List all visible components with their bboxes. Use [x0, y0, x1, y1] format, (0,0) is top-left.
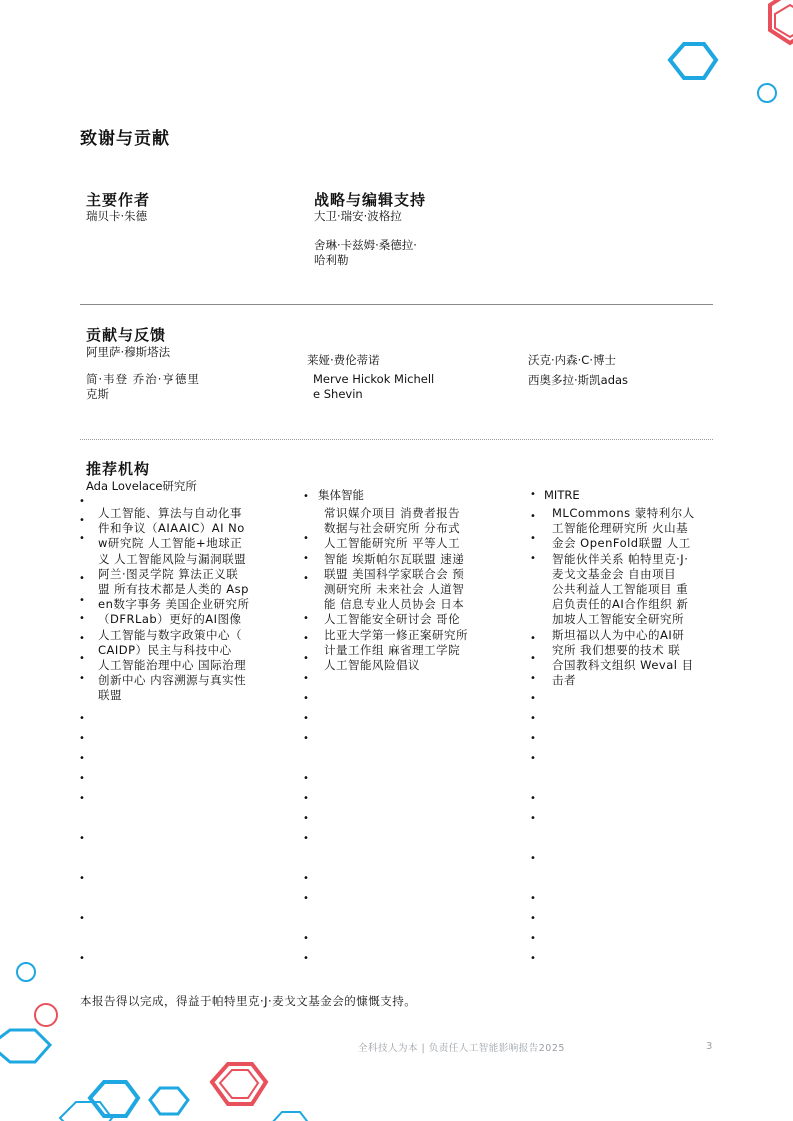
org-first: MITRE — [544, 488, 580, 502]
org-line: 常识媒介项目 消费者报告 — [324, 506, 461, 520]
org-line: 启负责任的AI合作组织 新 — [552, 597, 689, 612]
bullet-icon: • — [79, 533, 85, 544]
hexagon-blue-bottom-4 — [60, 1102, 112, 1121]
contributor-name: 莱娅·费伦蒂诺 — [307, 353, 380, 367]
bullet-icon: • — [79, 673, 85, 684]
org-list-col2 — [324, 506, 489, 673]
org-line: 联盟 — [98, 688, 122, 703]
bullet-icon: • — [303, 633, 309, 644]
org-line: 创新中心 内容溯源与真实性 — [98, 673, 247, 688]
org-line: 金会 OpenFold联盟 人工 — [552, 536, 691, 551]
bullet-icon: • — [303, 553, 309, 564]
bullet-icon: • — [79, 733, 85, 744]
section-divider — [80, 439, 713, 440]
circle-blue-left — [17, 963, 35, 981]
bullet-icon: • — [530, 793, 536, 804]
contributor-name: 西奥多拉·斯凯adas — [528, 373, 629, 387]
bullet-icon: • — [303, 813, 309, 824]
org-line: 盟 所有技术都是人类的 Asp — [98, 582, 249, 597]
bullet-icon: • — [530, 853, 536, 864]
bullet-icon: • — [79, 953, 85, 964]
org-line: 比亚大学第一修正案研究所 — [324, 627, 468, 642]
org-line: 计量工作组 麻省理工学院 — [324, 642, 461, 657]
bullet-icon: • — [530, 633, 536, 644]
hexagon-blue-bottom-5 — [270, 1112, 310, 1121]
contributor-name: 克斯 — [86, 387, 109, 401]
bullet-icon: • — [79, 773, 85, 784]
hexagon-blue-bottom-3 — [150, 1088, 188, 1114]
orgs-heading: 推荐机构 — [86, 460, 151, 478]
bullet-icon: • — [530, 913, 536, 924]
bullet-icon: • — [79, 633, 85, 644]
contributor-name: 简·韦登 乔治·亨德里 — [86, 372, 200, 386]
bullet-icon: • — [79, 496, 85, 507]
org-line: 合国教科文组织 Weval 目 — [552, 658, 694, 673]
org-line: 公共利益人工智能项目 重 — [552, 582, 689, 597]
bullet-icon: • — [79, 833, 85, 844]
bullet-icon: • — [303, 873, 309, 884]
page-title: 致谢与贡献 — [80, 129, 170, 149]
org-line: 测研究所 未来社会 人道智 — [324, 582, 465, 597]
bullet-icon: • — [303, 773, 309, 784]
org-line: 斯坦福以人为中心的AI研 — [552, 627, 685, 642]
org-line: 人工智能研究所 平等人工 — [324, 536, 461, 551]
org-line: 人工智能治理中心 国际治理 — [98, 658, 247, 673]
org-line: 能 信息专业人员协会 日本 — [324, 597, 465, 612]
bullet-icon: • — [79, 595, 85, 606]
bullet-icon: • — [79, 515, 85, 526]
contributor-name: 沃克·内森·C·博士 — [528, 353, 616, 367]
bullet-icon: • — [530, 733, 536, 744]
editor-name: 哈利勒 — [314, 253, 349, 267]
contributor-name: Merve Hickok Michell — [313, 372, 435, 386]
editorial-heading: 战略与编辑支持 — [314, 191, 427, 209]
bullet-icon: • — [530, 673, 536, 684]
hexagon-blue-bottom-2 — [90, 1082, 138, 1116]
bullet-icon: • — [303, 491, 309, 502]
org-line: CAIDP）民主与科技中心 — [98, 642, 232, 657]
bullet-icon: • — [530, 511, 536, 522]
footer-text: 全科技人为本 | 负责任人工智能影响报告2025 — [358, 1043, 565, 1054]
bullet-icon: • — [79, 873, 85, 884]
org-line: 工智能伦理研究所 火山基 — [552, 521, 689, 536]
bullet-icon: • — [79, 753, 85, 764]
org-line: 阿兰·图灵学院 算法正义联 — [98, 566, 239, 581]
org-first: 集体智能 — [318, 488, 364, 502]
bullet-icon: • — [303, 953, 309, 964]
org-line: 联盟 美国科学家联合会 预 — [324, 566, 465, 581]
bullet-icon: • — [303, 613, 309, 624]
org-first: Ada Lovelace研究所 — [86, 479, 197, 493]
hexagon-red-bottom-inner — [220, 1070, 258, 1098]
org-line: 义 人工智能风险与漏洞联盟 — [98, 551, 247, 566]
bullet-icon: • — [530, 753, 536, 764]
bullet-icon: • — [303, 893, 309, 904]
hexagon-blue-bottom-1 — [0, 1030, 50, 1062]
bullet-icon: • — [530, 653, 536, 664]
org-list-col3 — [552, 506, 712, 688]
editor-name: 大卫·瑞安·波格拉 — [314, 209, 402, 223]
bullet-icon: • — [303, 573, 309, 584]
org-line: （DFRLab）更好的AI图像 — [98, 612, 242, 627]
org-line: MLCommons 蒙特利尔人 — [552, 506, 695, 520]
org-line: 人工智能安全研讨会 哥伦 — [324, 612, 461, 627]
bullet-icon: • — [530, 489, 536, 500]
org-line: 人工智能、算法与自动化事 — [98, 506, 242, 520]
circle-red-left — [35, 1004, 57, 1026]
contributor-name: 阿里萨·穆斯塔法 — [86, 345, 171, 359]
contributor-name: e Shevin — [313, 387, 363, 401]
org-line: 人工智能风险倡议 — [324, 658, 420, 673]
bullet-icon: • — [303, 833, 309, 844]
bullet-icon: • — [303, 713, 309, 724]
org-line: 人工智能与数字政策中心（ — [98, 627, 242, 642]
bullet-icon: • — [530, 693, 536, 704]
bullet-icon: • — [530, 533, 536, 544]
section-divider — [80, 304, 713, 305]
contributions-heading: 贡献与反馈 — [86, 326, 167, 344]
org-line: 数据与社会研究所 分布式 — [324, 521, 461, 536]
editor-name: 舍琳·卡兹姆·桑德拉· — [314, 238, 417, 252]
bullet-icon: • — [79, 793, 85, 804]
org-line: 智能伙伴关系 帕特里克·J· — [552, 551, 689, 566]
org-line: 麦戈文基金会 自由项目 — [552, 566, 677, 581]
funding-note: 本报告得以完成，得益于帕特里克·J·麦戈文基金会的慷慨支持。 — [80, 994, 417, 1008]
bullet-icon: • — [79, 913, 85, 924]
bullet-icon: • — [79, 653, 85, 664]
hexagon-red-top-inner — [775, 5, 793, 37]
bullet-icon: • — [79, 613, 85, 624]
bullet-icon: • — [530, 713, 536, 724]
org-line: 击者 — [552, 673, 576, 688]
authors-heading: 主要作者 — [86, 191, 151, 209]
page-number: 3 — [706, 1041, 713, 1052]
org-line: 加坡人工智能安全研究所 — [552, 612, 684, 627]
org-line: en数字事务 美国企业研究所 — [98, 597, 250, 612]
bullet-icon: • — [303, 533, 309, 544]
bullet-icon: • — [79, 573, 85, 584]
bullet-icon: • — [303, 653, 309, 664]
org-line: 智能 埃斯帕尔瓦联盟 速递 — [324, 551, 465, 566]
author-name: 瑞贝卡·朱德 — [86, 209, 148, 223]
bullet-icon: • — [530, 553, 536, 564]
org-line: w研究院 人工智能+地球正 — [98, 536, 243, 551]
org-line: 件和争议（AIAAIC）AI No — [98, 521, 245, 536]
circle-blue-top — [758, 84, 776, 102]
bullet-icon: • — [530, 893, 536, 904]
org-line: 究所 我们想要的技术 联 — [552, 642, 681, 657]
bullet-icon: • — [303, 673, 309, 684]
bullet-icon: • — [530, 953, 536, 964]
bullet-icon: • — [530, 813, 536, 824]
bullet-icon: • — [303, 733, 309, 744]
bullet-icon: • — [303, 793, 309, 804]
org-list-col1 — [98, 506, 268, 704]
bullet-icon: • — [303, 933, 309, 944]
bullet-icon: • — [79, 713, 85, 724]
bullet-icon: • — [303, 693, 309, 704]
hexagon-blue-top — [670, 44, 716, 78]
bullet-icon: • — [530, 933, 536, 944]
